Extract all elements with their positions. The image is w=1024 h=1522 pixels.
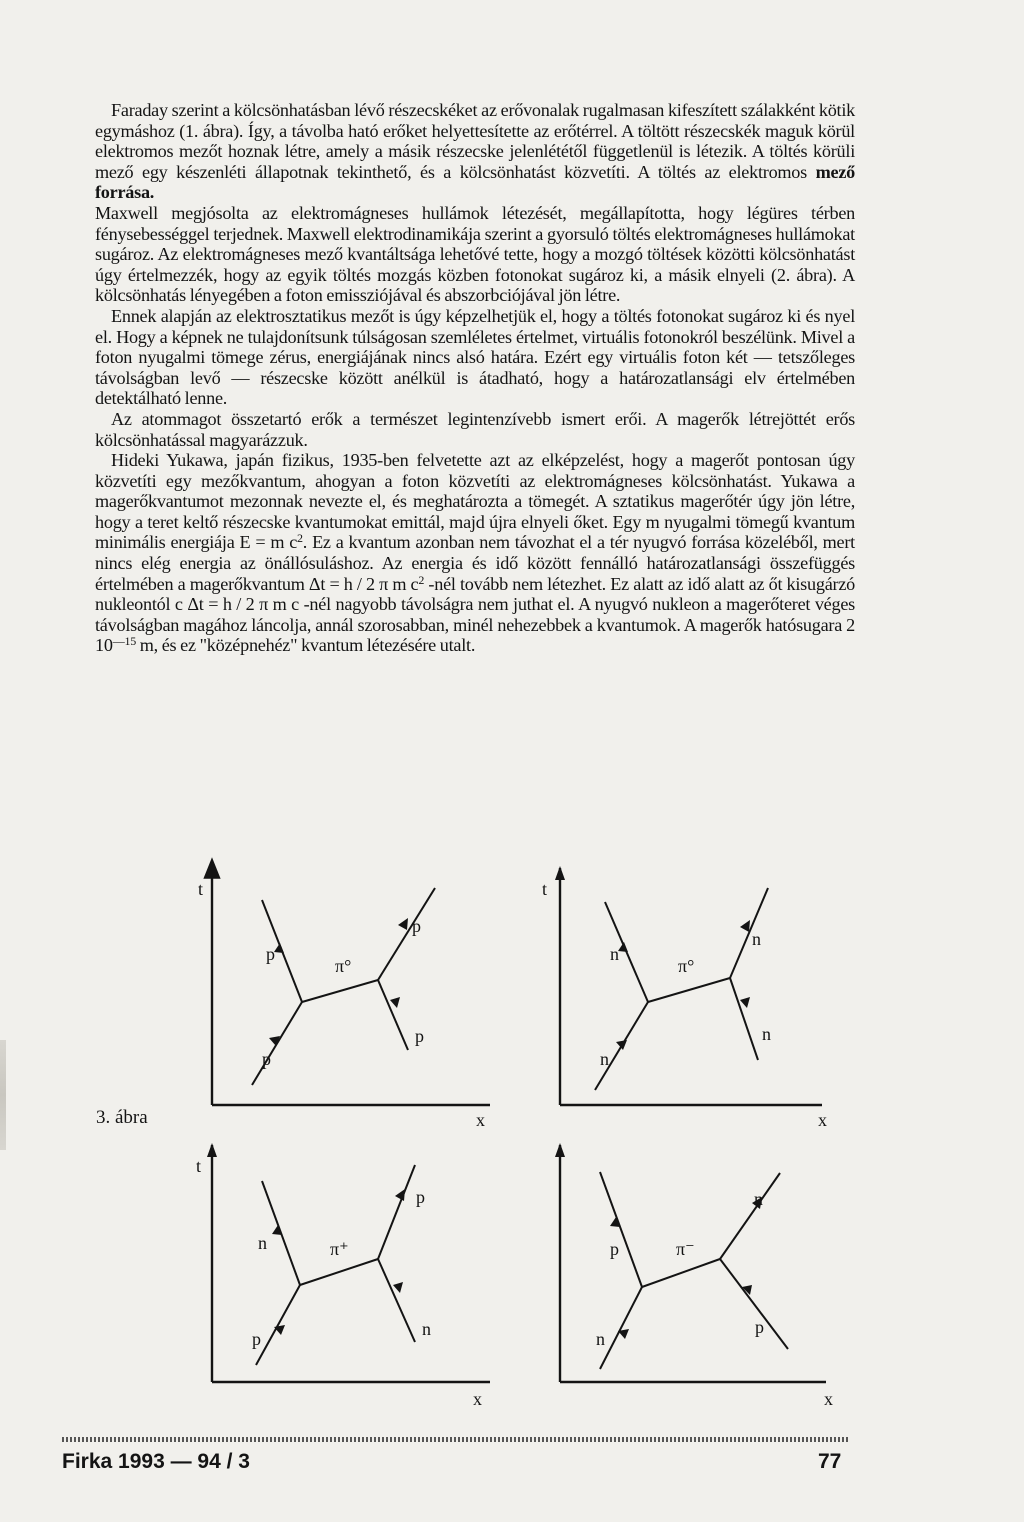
meson-line <box>648 978 730 1002</box>
figure-label: 3. ábra <box>96 1107 148 1128</box>
page-number: 77 <box>818 1450 842 1473</box>
particle-label: p <box>416 1187 425 1207</box>
particle-label: n <box>422 1319 431 1339</box>
outgoing-line <box>730 888 768 978</box>
superscript: 2 <box>297 531 303 546</box>
arrowhead <box>618 942 628 952</box>
meson-line <box>642 1259 720 1287</box>
arrowhead <box>740 920 750 932</box>
x-axis-label: x <box>476 1110 485 1130</box>
t-axis-label: t <box>542 879 548 899</box>
particle-label: p <box>262 1049 271 1069</box>
incoming-line <box>378 1259 415 1342</box>
outgoing-line <box>378 1165 415 1259</box>
feynman-diagram-pn-pi-minus <box>530 1137 850 1409</box>
mediator-label: π° <box>335 956 352 976</box>
incoming-line <box>378 980 408 1050</box>
meson-line <box>302 980 378 1002</box>
incoming-line <box>256 1285 300 1365</box>
feynman-diagram-pp-pi0 <box>190 860 510 1130</box>
arrowhead <box>395 1189 405 1201</box>
t-axis-label: t <box>196 1156 202 1176</box>
particle-label: n <box>610 944 619 964</box>
particle-label: n <box>258 1233 267 1253</box>
arrowhead <box>390 997 400 1008</box>
mediator-label: π⁻ <box>676 1239 695 1259</box>
paragraph-nuclear-forces: Az atommagot összetartó erők a természet legintenzívebb ismert erői. A magerők létrejöttét erős kölcsönhatással magyarázzuk. <box>95 408 855 450</box>
scan-edge-mark <box>0 1040 6 1150</box>
particle-label: p <box>252 1329 261 1349</box>
x-axis-label: x <box>473 1389 482 1409</box>
mediator-label: π⁺ <box>330 1239 349 1259</box>
bold-phrase: mező forrása. <box>95 161 855 203</box>
feynman-diagram-nn-pi0 <box>530 860 850 1130</box>
arrowhead <box>740 997 750 1008</box>
particle-label: p <box>412 916 421 936</box>
incoming-line <box>600 1287 642 1369</box>
outgoing-line <box>378 888 435 980</box>
particle-label: n <box>754 1189 763 1209</box>
axis-arrowhead <box>555 1143 565 1157</box>
arrowhead <box>274 943 284 953</box>
x-axis-label: x <box>818 1110 827 1130</box>
axis-arrowhead <box>555 866 565 880</box>
paragraph-maxwell: Maxwell megjósolta az elektromágneses hullámok létezését, megállapította, hogy légüres térben fénysebességgel terjednek. Maxwell elektrodinamikája szerint a gyorsuló töltés elektromágneses hullámokat sugároz. Az elektromágneses mező kvantáltsága lehetővé tette, hogy a mozgó töltések közötti kölcsönhatást úgy értelmezzék, hogy az egyik töltés mozgás közben fotonokat sugároz ki, a másik elnyeli (2. ábra). A kölcsönhatás lényegében a foton emissziójával és abszorbciójával jön létre. <box>95 202 855 306</box>
outgoing-line <box>600 1172 642 1287</box>
arrowhead <box>398 918 408 930</box>
arrowhead <box>616 1040 627 1050</box>
particle-label: n <box>600 1049 609 1069</box>
particle-label: p <box>415 1026 424 1046</box>
paragraph-yukawa: Hideki Yukawa, japán fizikus, 1935-ben felvetette azt az elképzelést, hogy a magerőt pontosan úgy közvetíti egy mezőkvantum, ahogyan a foton közvetíti az elektromágneses kölcsönhatást. Yukawa a magerőkvantumot mezonnak nevezte el, és meghatározta a tömegét. A sztatikus magerőtér úgy jön létre, hogy a teret keltő részecske kvantumokat emittál, majd újra elnyeli őket. Egy m nyugalmi tömegű kvantum minimális energiája E = m $c^2$. Ez a kvantum azonban nem távozhat el a tér nyugvó forrása közeléből, mert nincs elég energia az önállósuláshoz. Az energia és idő között fennálló határozatlansági összefüggés értelmében a magerőkvantum Δt = h / 2 π m $c^2$ -nél tovább nem létezhet. Ez alatt az idő alatt az őt kisugárzó nukleontól c Δt = h / 2 π m c -nél nagyobb távolságra nem juthat el. A nyugvó nukleon a magerőteret véges távolságban magához láncolja, annál szorosabban, minél nehezebbek a kvantumok. A magerők hatósugara 2 $10^{—15}$ m, és ez "középnehéz" kvantum létezésére utalt. <box>95 450 855 656</box>
footer-divider <box>62 1437 848 1442</box>
superscript: 2 <box>418 572 425 587</box>
superscript: —15 <box>112 634 136 649</box>
journal-issue: Firka 1993 — 94 / 3 <box>62 1450 250 1473</box>
x-axis-label: x <box>824 1389 833 1409</box>
feynman-diagram-np-pi-plus <box>190 1137 510 1409</box>
particle-label: p <box>610 1239 619 1259</box>
particle-label: n <box>596 1329 605 1349</box>
particle-label: n <box>762 1024 771 1044</box>
meson-line <box>300 1259 378 1285</box>
outgoing-line <box>720 1173 780 1259</box>
t-axis-label: t <box>198 879 204 899</box>
incoming-line <box>720 1259 788 1349</box>
paragraph-electrostatic: Ennek alapján az elektrosztatikus mezőt is úgy képzelhetjük el, hogy a töltés fotonokat sugároz ki és nyel el. Hogy a képnek ne tulajdonítsunk túlságosan szemléletes értelmet, virtuális fotonokról beszélünk. Mivel a foton nyugalmi tömege zérus, energiájának nincs alsó határa. Ezért egy virtuális foton két — tetszőleges távolságban levő — részecske között anélkül is átadható, hogy a határozatlansági elv értelmében detektálható lenne. <box>95 305 855 409</box>
particle-label: n <box>752 929 761 949</box>
mediator-label: π° <box>678 956 695 976</box>
axis-arrowhead <box>207 1143 217 1157</box>
article-body <box>95 100 855 656</box>
incoming-line <box>730 978 758 1060</box>
paragraph-faraday: Faraday szerint a kölcsönhatásban lévő részecskéket az erővonalak rugalmasan kifeszített szálakként kötik egymáshoz (1. ábra). Így, a távolba ható erőket helyettesítette az erőtérrel. A töltött részecskék maguk körül elektromos mezőt hoznak létre, amely a másik részecske jelenlététől függetlenül is létezik. A töltés körüli mező egy készenléti állapotnak tekinthető, és a kölcsönhatást közvetíti. A töltés az elektromos mező forrása. <box>95 100 855 203</box>
particle-label: p <box>266 944 275 964</box>
arrowhead <box>393 1282 403 1293</box>
particle-label: p <box>755 1317 764 1337</box>
